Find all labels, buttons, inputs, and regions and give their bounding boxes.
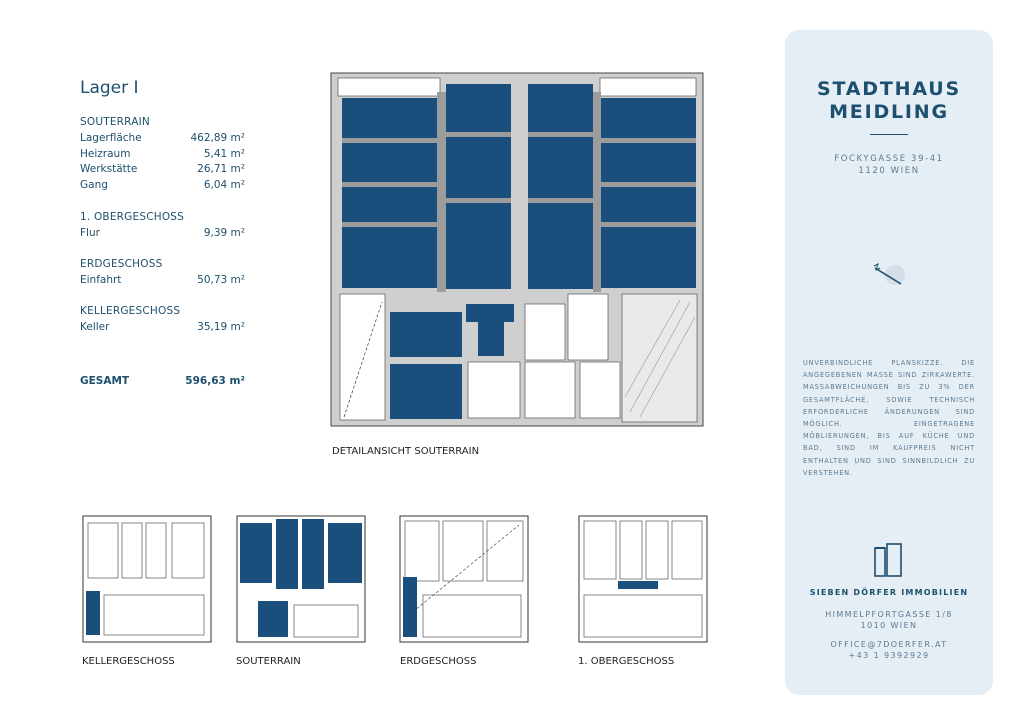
area-label: Flur [80, 227, 100, 239]
area-label: Keller [80, 321, 110, 333]
disclaimer-text: UNVERBINDLICHE PLANSKIZZE. DIE ANGEGEBENEN MASSE SIND ZIRKAWERTE. MASSABWEICHUNGEN BIS ZU 3% DER GESAMTFLÄCHE, SOWIE TECHNISCH ERFORDERLICHE ÄNDERUNGEN SIND MÖGLICH. EINGETRAGENE MÖBLIERUNGEN, BIS AUF KÜCHE UND BAD, SIND IM KAUFPREIS NICHT ENTHALTEN UND SIND SINNBILDLICH ZU VERSTEHEN. [803, 359, 975, 477]
brand-divider [870, 134, 908, 135]
thumbnail-souterrain [236, 515, 366, 643]
total-value: 596,63 m² [185, 375, 245, 387]
area-value: 50,73 m² [197, 274, 245, 286]
company-address-city: 1010 WIEN [860, 621, 918, 630]
section-title-obergeschoss: 1. OBERGESCHOSS [80, 211, 185, 223]
area-row [80, 163, 245, 175]
total-row [80, 375, 245, 387]
thumbnail-caption: 1. OBERGESCHOSS [578, 656, 675, 667]
thumbnail-1-obergeschoss [578, 515, 708, 643]
info-panel [785, 30, 993, 695]
section-title-kellergeschoss: KELLERGESCHOSS [80, 305, 181, 317]
section-title-erdgeschoss: ERDGESCHOSS [80, 258, 163, 270]
section-title-souterrain: SOUTERRAIN [80, 116, 150, 128]
area-row [80, 227, 245, 239]
area-value: 6,04 m² [203, 179, 245, 191]
area-value: 26,71 m² [197, 163, 245, 175]
brand-line-2: MEIDLING [829, 101, 949, 123]
company-email-link[interactable]: OFFICE@7DOERFER.AT [830, 640, 948, 649]
area-value: 5,41 m² [203, 148, 245, 160]
area-row [80, 274, 245, 286]
total-label: GESAMT [80, 375, 130, 387]
area-row [80, 179, 245, 191]
main-floor-plan [330, 72, 705, 428]
area-label: Lagerfläche [80, 132, 142, 144]
thumbnail-kellergeschoss [82, 515, 212, 643]
area-label: Gang [80, 179, 108, 191]
thumbnail-caption: SOUTERRAIN [236, 656, 301, 667]
area-row [80, 132, 245, 144]
project-address-city: 1120 WIEN [858, 166, 920, 176]
area-label: Werkstätte [80, 163, 138, 175]
north-arrow-icon [869, 260, 909, 290]
thumbnail-caption: ERDGESCHOSS [400, 656, 477, 667]
page-title: Lager I [80, 78, 139, 98]
brand-line-1: STADTHAUS [817, 78, 961, 100]
area-label: Heizraum [80, 148, 131, 160]
area-value: 35,19 m² [197, 321, 245, 333]
thumbnail-caption: KELLERGESCHOSS [82, 656, 175, 667]
company-address-street: HIMMELPFORTGASSE 1/8 [825, 610, 953, 619]
main-plan-caption: DETAILANSICHT SOUTERRAIN [332, 446, 480, 457]
company-phone: +43 1 9392929 [848, 651, 930, 660]
7d-logo-icon [871, 542, 907, 578]
area-value: 9,39 m² [203, 227, 245, 239]
project-address-street: FOCKYGASSE 39-41 [834, 154, 944, 164]
company-name: SIEBEN DÖRFER IMMOBILIEN [809, 588, 969, 597]
area-row [80, 321, 245, 333]
thumbnail-erdgeschoss [399, 515, 529, 643]
area-label: Einfahrt [80, 274, 122, 286]
area-row [80, 148, 245, 160]
area-value: 462,89 m² [190, 132, 245, 144]
